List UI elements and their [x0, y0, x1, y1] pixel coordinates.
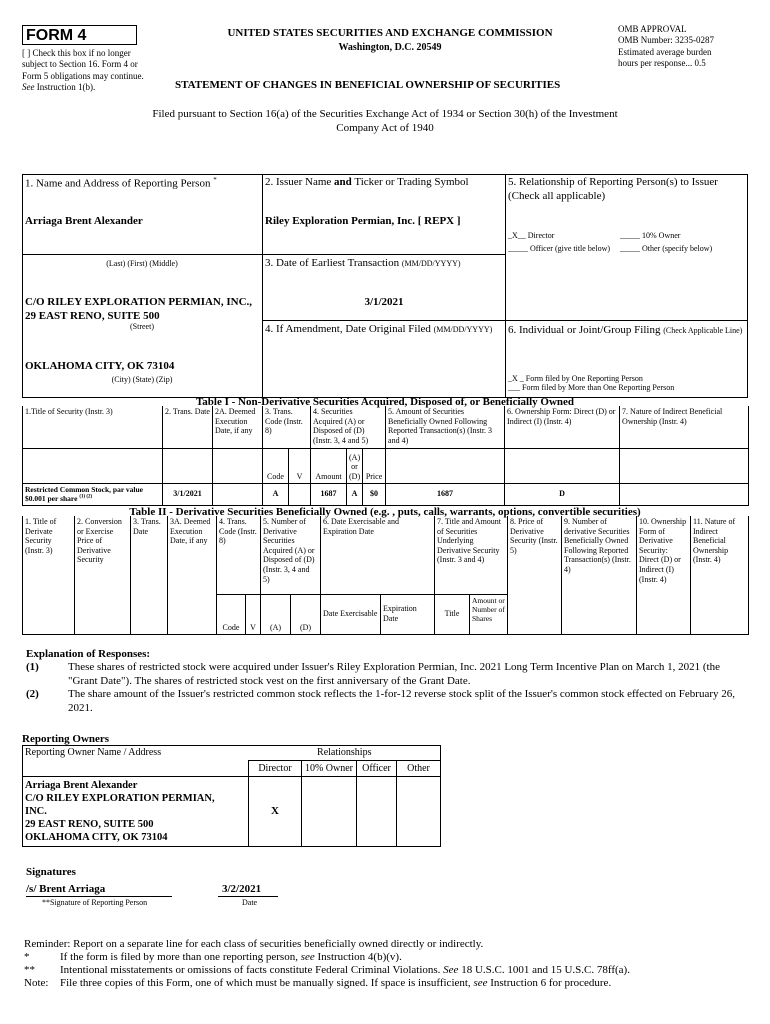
- reporting-person-name: Arriaga Brent Alexander: [25, 215, 143, 227]
- t1-h-title: 1.Title of Security (Instr. 3): [23, 406, 163, 448]
- table1: [22, 406, 749, 506]
- t1-h-date: 2. Trans. Date: [163, 406, 213, 448]
- t2-h9: 9. Number of derivative Securities Beneficially Owned Following Reported Transaction(s) (Instr. 4): [562, 516, 637, 594]
- t2-sub-amount: Amount or Number of Shares: [470, 594, 508, 634]
- t1-sub-price: Price: [363, 448, 386, 483]
- officer-col: Officer: [357, 761, 397, 777]
- ten-percent-col: 10% Owner: [302, 761, 357, 777]
- reporting-owners-heading: Reporting Owners: [22, 733, 110, 745]
- t1-h-nature: 7. Nature of Indirect Beneficial Ownership (Instr. 4): [620, 406, 749, 448]
- box3-label: 3. Date of Earliest Transaction (MM/DD/YYYY): [265, 257, 461, 269]
- agency-city: Washington, D.C. 20549: [338, 42, 442, 53]
- other-checkbox[interactable]: _____ Other (specify below): [620, 244, 713, 253]
- check-note: [ ] Check this box if no longer subject to Section 16. Form 4 or Form 5 obligations may continue. See Instruction 1(b).: [22, 48, 144, 92]
- divider: [262, 174, 263, 398]
- date-sublabel: Date: [242, 898, 258, 907]
- t2-sub-expiration: Expiration Date: [381, 594, 435, 634]
- signatures-heading: Signatures: [26, 866, 76, 878]
- explanation-item: (2) The share amount of the Issuer's restricted common stock reflects the 1-for-12 reverse stock split of the Issuer's common stock effected on February 26, 2021.: [26, 688, 736, 714]
- relationships-col: Relationships: [249, 746, 441, 761]
- date-line: [218, 896, 278, 897]
- box6-label: 6. Individual or Joint/Group Filing (Check Applicable Line): [508, 324, 743, 336]
- divider: [262, 254, 506, 255]
- divider: [262, 320, 748, 321]
- t2-sub-v: V: [246, 594, 261, 634]
- t1-h-owned: 5. Amount of Securities Beneficially Owned Following Reported Transaction(s) (Instr. 3 and 4): [386, 406, 505, 448]
- explanation-item: (1) These shares of restricted stock were acquired under Issuer's Riley Exploration Permian, Inc. 2021 Long Term Incentive Plan on March 1, 2021 (the "Grant Date"). The shares of restricted stock vest on the first anniversary of the Grant Date.: [26, 661, 720, 687]
- t1-row-date: 3/1/2021: [163, 483, 213, 505]
- reporting-person-street: C/O RILEY EXPLORATION PERMIAN, INC., 29 EAST RENO, SUITE 500: [25, 296, 253, 322]
- form-title: FORM 4: [26, 27, 87, 44]
- table1-title: Table I - Non-Derivative Securities Acquired, Disposed of, or Beneficially Owned: [195, 396, 575, 408]
- director-col: Director: [249, 761, 302, 777]
- filed-by-one-option[interactable]: _X _ Form filed by One Reporting Person: [508, 374, 643, 383]
- t1-h-deemed: 2A. Deemed Execution Date, if any: [213, 406, 263, 448]
- table2: [22, 516, 749, 635]
- divider: [22, 254, 263, 255]
- t1-row-deemed: [213, 483, 263, 505]
- reporting-owners-table: [22, 745, 441, 847]
- t1-row-code: A: [263, 483, 289, 505]
- box5-label: 5. Relationship of Reporting Person(s) to Issuer (Check all applicable): [508, 176, 718, 202]
- reporting-person-city: OKLAHOMA CITY, OK 73104: [25, 360, 175, 372]
- divider: [505, 174, 506, 398]
- table-row: [23, 483, 749, 505]
- omb-approval: OMB APPROVAL OMB Number: 3235-0287 Estimated average burden hours per response... 0.5: [618, 24, 714, 68]
- t1-sub-code: Code: [263, 448, 289, 483]
- t2-sub-d: (D): [291, 594, 321, 634]
- signature-sublabel: **Signature of Reporting Person: [42, 898, 148, 907]
- t2-h5: 5. Number of Derivative Securities Acquired (A) or Disposed of (D) (Instr. 3, 4 and 5): [261, 516, 321, 594]
- t1-sub-aord: (A) or (D): [347, 448, 363, 483]
- ten-percent-owner-checkbox[interactable]: _____ 10% Owner: [620, 231, 681, 240]
- other-col: Other: [397, 761, 441, 777]
- t2-h1: 1. Title of Derivate Security (Instr. 3): [23, 516, 75, 594]
- director-mark: X: [249, 777, 302, 847]
- signature-line: [26, 896, 172, 897]
- t1-row-amount: 1687: [311, 483, 347, 505]
- footnote-note: Note: File three copies of this Form, one of which must be manually signed. If space is insufficient, see Instruction 6 for procedure.: [24, 977, 612, 989]
- name-sublabel: (Last) (First) (Middle): [106, 259, 178, 268]
- t2-h8: 8. Price of Derivative Security (Instr. 5): [508, 516, 562, 594]
- owner-name-address: Arriaga Brent Alexander C/O RILEY EXPLORATION PERMIAN, INC. 29 EAST RENO, SUITE 500 OKLAHOMA CITY, OK 73104: [23, 777, 249, 847]
- table2-title: Table II - Derivative Securities Beneficially Owned (e.g. , puts, calls, warrants, options, convertible securities): [129, 506, 641, 518]
- statement-title: STATEMENT OF CHANGES IN BENEFICIAL OWNERSHIP OF SECURITIES: [175, 79, 561, 91]
- t2-sub-title: Title: [435, 594, 470, 634]
- footnote-star: * If the form is filed by more than one reporting person, see Instruction 4(b)(v).: [24, 951, 402, 963]
- t1-h-form: 6. Ownership Form: Direct (D) or Indirect (I) (Instr. 4): [505, 406, 620, 448]
- agency-name: UNITED STATES SECURITIES AND EXCHANGE COMMISSION: [227, 27, 553, 39]
- t2-sub-a: (A): [261, 594, 291, 634]
- t1-h-code: 3. Trans. Code (Instr. 8): [263, 406, 311, 448]
- t2-h10: 10. Ownership Form of Derivative Security: Direct (D) or Indirect (I) (Instr. 4): [637, 516, 691, 594]
- officer-checkbox[interactable]: _____ Officer (give title below): [508, 244, 611, 253]
- owner-name-col: Reporting Owner Name / Address: [23, 746, 249, 761]
- t1-row-form: D: [505, 483, 620, 505]
- t1-row-price: $0: [363, 483, 386, 505]
- box2-label: 2. Issuer Name and Ticker or Trading Symbol: [265, 176, 469, 188]
- issuer-name: Riley Exploration Permian, Inc. [ REPX ]: [265, 215, 461, 227]
- footnote-double-star: ** Intentional misstatements or omissions of facts constitute Federal Criminal Violations. See 18 U.S.C. 1001 and 15 U.S.C. 78ff(a).: [24, 964, 630, 976]
- box1-label: 1. Name and Address of Reporting Person *: [25, 176, 217, 190]
- t1-row-owned: 1687: [386, 483, 505, 505]
- t1-row-v: [289, 483, 311, 505]
- box4-label: 4. If Amendment, Date Original Filed (MM/DD/YYYY): [265, 323, 493, 335]
- t2-h2: 2. Conversion or Exercise Price of Derivative Security: [75, 516, 131, 594]
- t1-sub-amount: Amount: [311, 448, 347, 483]
- t2-sub-code: Code: [217, 594, 246, 634]
- t2-h3a: 3A. Deemed Execution Date, if any: [168, 516, 217, 594]
- table-row: [23, 777, 441, 847]
- t2-h6: 6. Date Exercisable and Expiration Date: [321, 516, 435, 594]
- director-checkbox[interactable]: _X__ Director: [508, 231, 555, 240]
- t2-h11: 11. Nature of Indirect Beneficial Ownership (Instr. 4): [691, 516, 749, 594]
- city-sublabel: (City) (State) (Zip): [111, 375, 173, 384]
- t1-row-aord: A: [347, 483, 363, 505]
- form-title-box: [22, 25, 137, 45]
- filed-pursuant: Filed pursuant to Section 16(a) of the Securities Exchange Act of 1934 or Section 30(h) of the Investment Company Act of 1940: [152, 108, 618, 134]
- filed-by-more-option[interactable]: ___ Form filed by More than One Reporting Person: [508, 383, 675, 392]
- t2-h7: 7. Title and Amount of Securities Underlying Derivative Security (Instr. 3 and 4): [435, 516, 508, 594]
- t2-sub-exercisable: Date Exercisable: [321, 594, 381, 634]
- t2-h4: 4. Trans. Code (Instr. 8): [217, 516, 261, 594]
- t1-row-nature: [620, 483, 749, 505]
- explanation-heading: Explanation of Responses:: [26, 648, 151, 660]
- street-sublabel: (Street): [130, 322, 154, 331]
- t1-h-acquired: 4. Securities Acquired (A) or Disposed of (D) (Instr. 3, 4 and 5): [311, 406, 386, 448]
- signature-name: /s/ Brent Arriaga: [26, 883, 106, 895]
- t2-h3: 3. Trans. Date: [131, 516, 168, 594]
- t1-row-title: Restricted Common Stock, par value $0.001 per share $^{(1) (2)}$: [23, 483, 163, 505]
- t1-sub-v: V: [289, 448, 311, 483]
- signature-date: 3/2/2021: [222, 883, 262, 895]
- earliest-transaction-date: 3/1/2021: [364, 296, 404, 308]
- reminder: Reminder: Report on a separate line for each class of securities beneficially owned directly or indirectly.: [24, 938, 484, 950]
